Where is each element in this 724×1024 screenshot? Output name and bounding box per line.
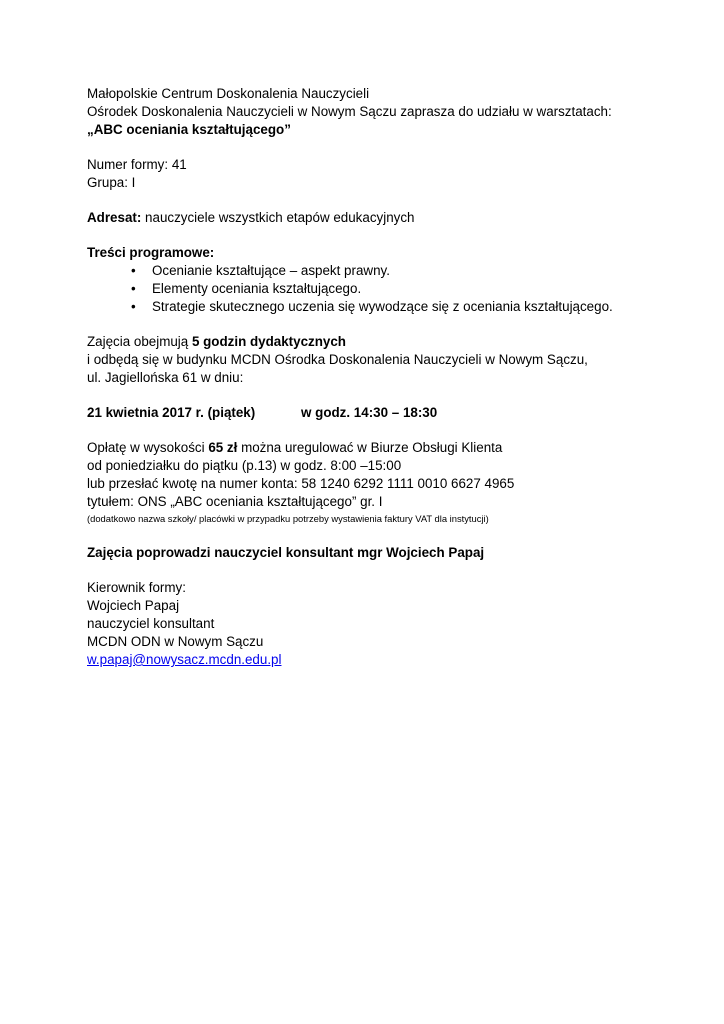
bullet-icon: • <box>131 299 136 314</box>
list-item-text: Elementy oceniania kształtującego. <box>152 281 362 296</box>
spacer <box>87 227 687 244</box>
list-item <box>87 298 687 316</box>
spacer <box>87 139 687 156</box>
hours-prefix: Zajęcia obejmują <box>87 334 192 349</box>
spacer <box>87 562 687 579</box>
workshop-title: „ABC oceniania kształtującego” <box>87 122 291 137</box>
event-date: 21 kwietnia 2017 r. (piątek) <box>87 405 256 420</box>
event-time: w godz. 14:30 – 18:30 <box>301 405 438 420</box>
spacer <box>87 422 687 439</box>
hours-line <box>87 333 687 351</box>
program-heading: Treści programowe: <box>87 245 215 260</box>
list-item <box>87 262 687 280</box>
manager-name: Wojciech Papaj <box>87 598 180 613</box>
spacer <box>87 527 687 544</box>
form-number: Numer formy: 41 <box>87 157 187 172</box>
spacer <box>87 316 687 333</box>
form-group: Grupa: I <box>87 175 136 190</box>
office-hours: od poniedziałku do piątku (p.13) w godz. 8:00 –15:00 <box>87 458 402 473</box>
list-item <box>87 280 687 298</box>
spacer <box>87 192 687 209</box>
payment-line <box>87 439 687 457</box>
audience-text: nauczyciele wszystkich etapów edukacyjnych <box>141 210 415 225</box>
place-line: i odbędą się w budynku MCDN Ośrodka Doskonalenia Nauczycieli w Nowym Sączu, <box>87 352 588 367</box>
hours-count: 5 godzin dydaktycznych <box>191 334 346 349</box>
address-line: ul. Jagiellońska 61 w dniu: <box>87 370 244 385</box>
bullet-icon: • <box>131 263 136 278</box>
document-page <box>87 85 687 669</box>
manager-org: MCDN ODN w Nowym Sączu <box>87 634 264 649</box>
audience-label: Adresat: <box>87 210 142 225</box>
manager-role: nauczyciel konsultant <box>87 616 215 631</box>
spacer <box>87 387 687 404</box>
instructor-line: Zajęcia poprowadzi nauczyciel konsultant mgr Wojciech Papaj <box>87 545 485 560</box>
transfer-title: tytułem: ONS „ABC oceniania kształtującego” gr. I <box>87 494 383 509</box>
invoice-note: (dodatkowo nazwa szkoły/ placówki w przypadku potrzeby wystawienia faktury VAT dla instytucji) <box>87 513 489 524</box>
audience-line <box>87 209 687 227</box>
bank-account: lub przesłać kwotę na numer konta: 58 1240 6292 1111 0010 6627 4965 <box>87 476 515 491</box>
email-link[interactable]: w.papaj@nowysacz.mcdn.edu.pl <box>87 652 282 667</box>
date-time-line <box>87 404 687 422</box>
bullet-icon: • <box>131 281 136 296</box>
manager-label: Kierownik formy: <box>87 580 186 595</box>
email-line <box>87 651 687 669</box>
org-name: Małopolskie Centrum Doskonalenia Nauczycieli <box>87 86 370 101</box>
list-item-text: Ocenianie kształtujące – aspekt prawny. <box>152 263 390 278</box>
payment-suffix: można uregulować w Biurze Obsługi Klienta <box>237 440 503 455</box>
program-list <box>87 262 687 316</box>
payment-prefix: Opłatę w wysokości <box>87 440 209 455</box>
invitation-line: Ośrodek Doskonalenia Nauczycieli w Nowym Sączu zaprasza do udziału w warsztatach: <box>87 104 612 119</box>
list-item-text: Strategie skutecznego uczenia się wywodzące się z oceniania kształtującego. <box>152 299 613 314</box>
payment-amount: 65 zł <box>208 440 238 455</box>
